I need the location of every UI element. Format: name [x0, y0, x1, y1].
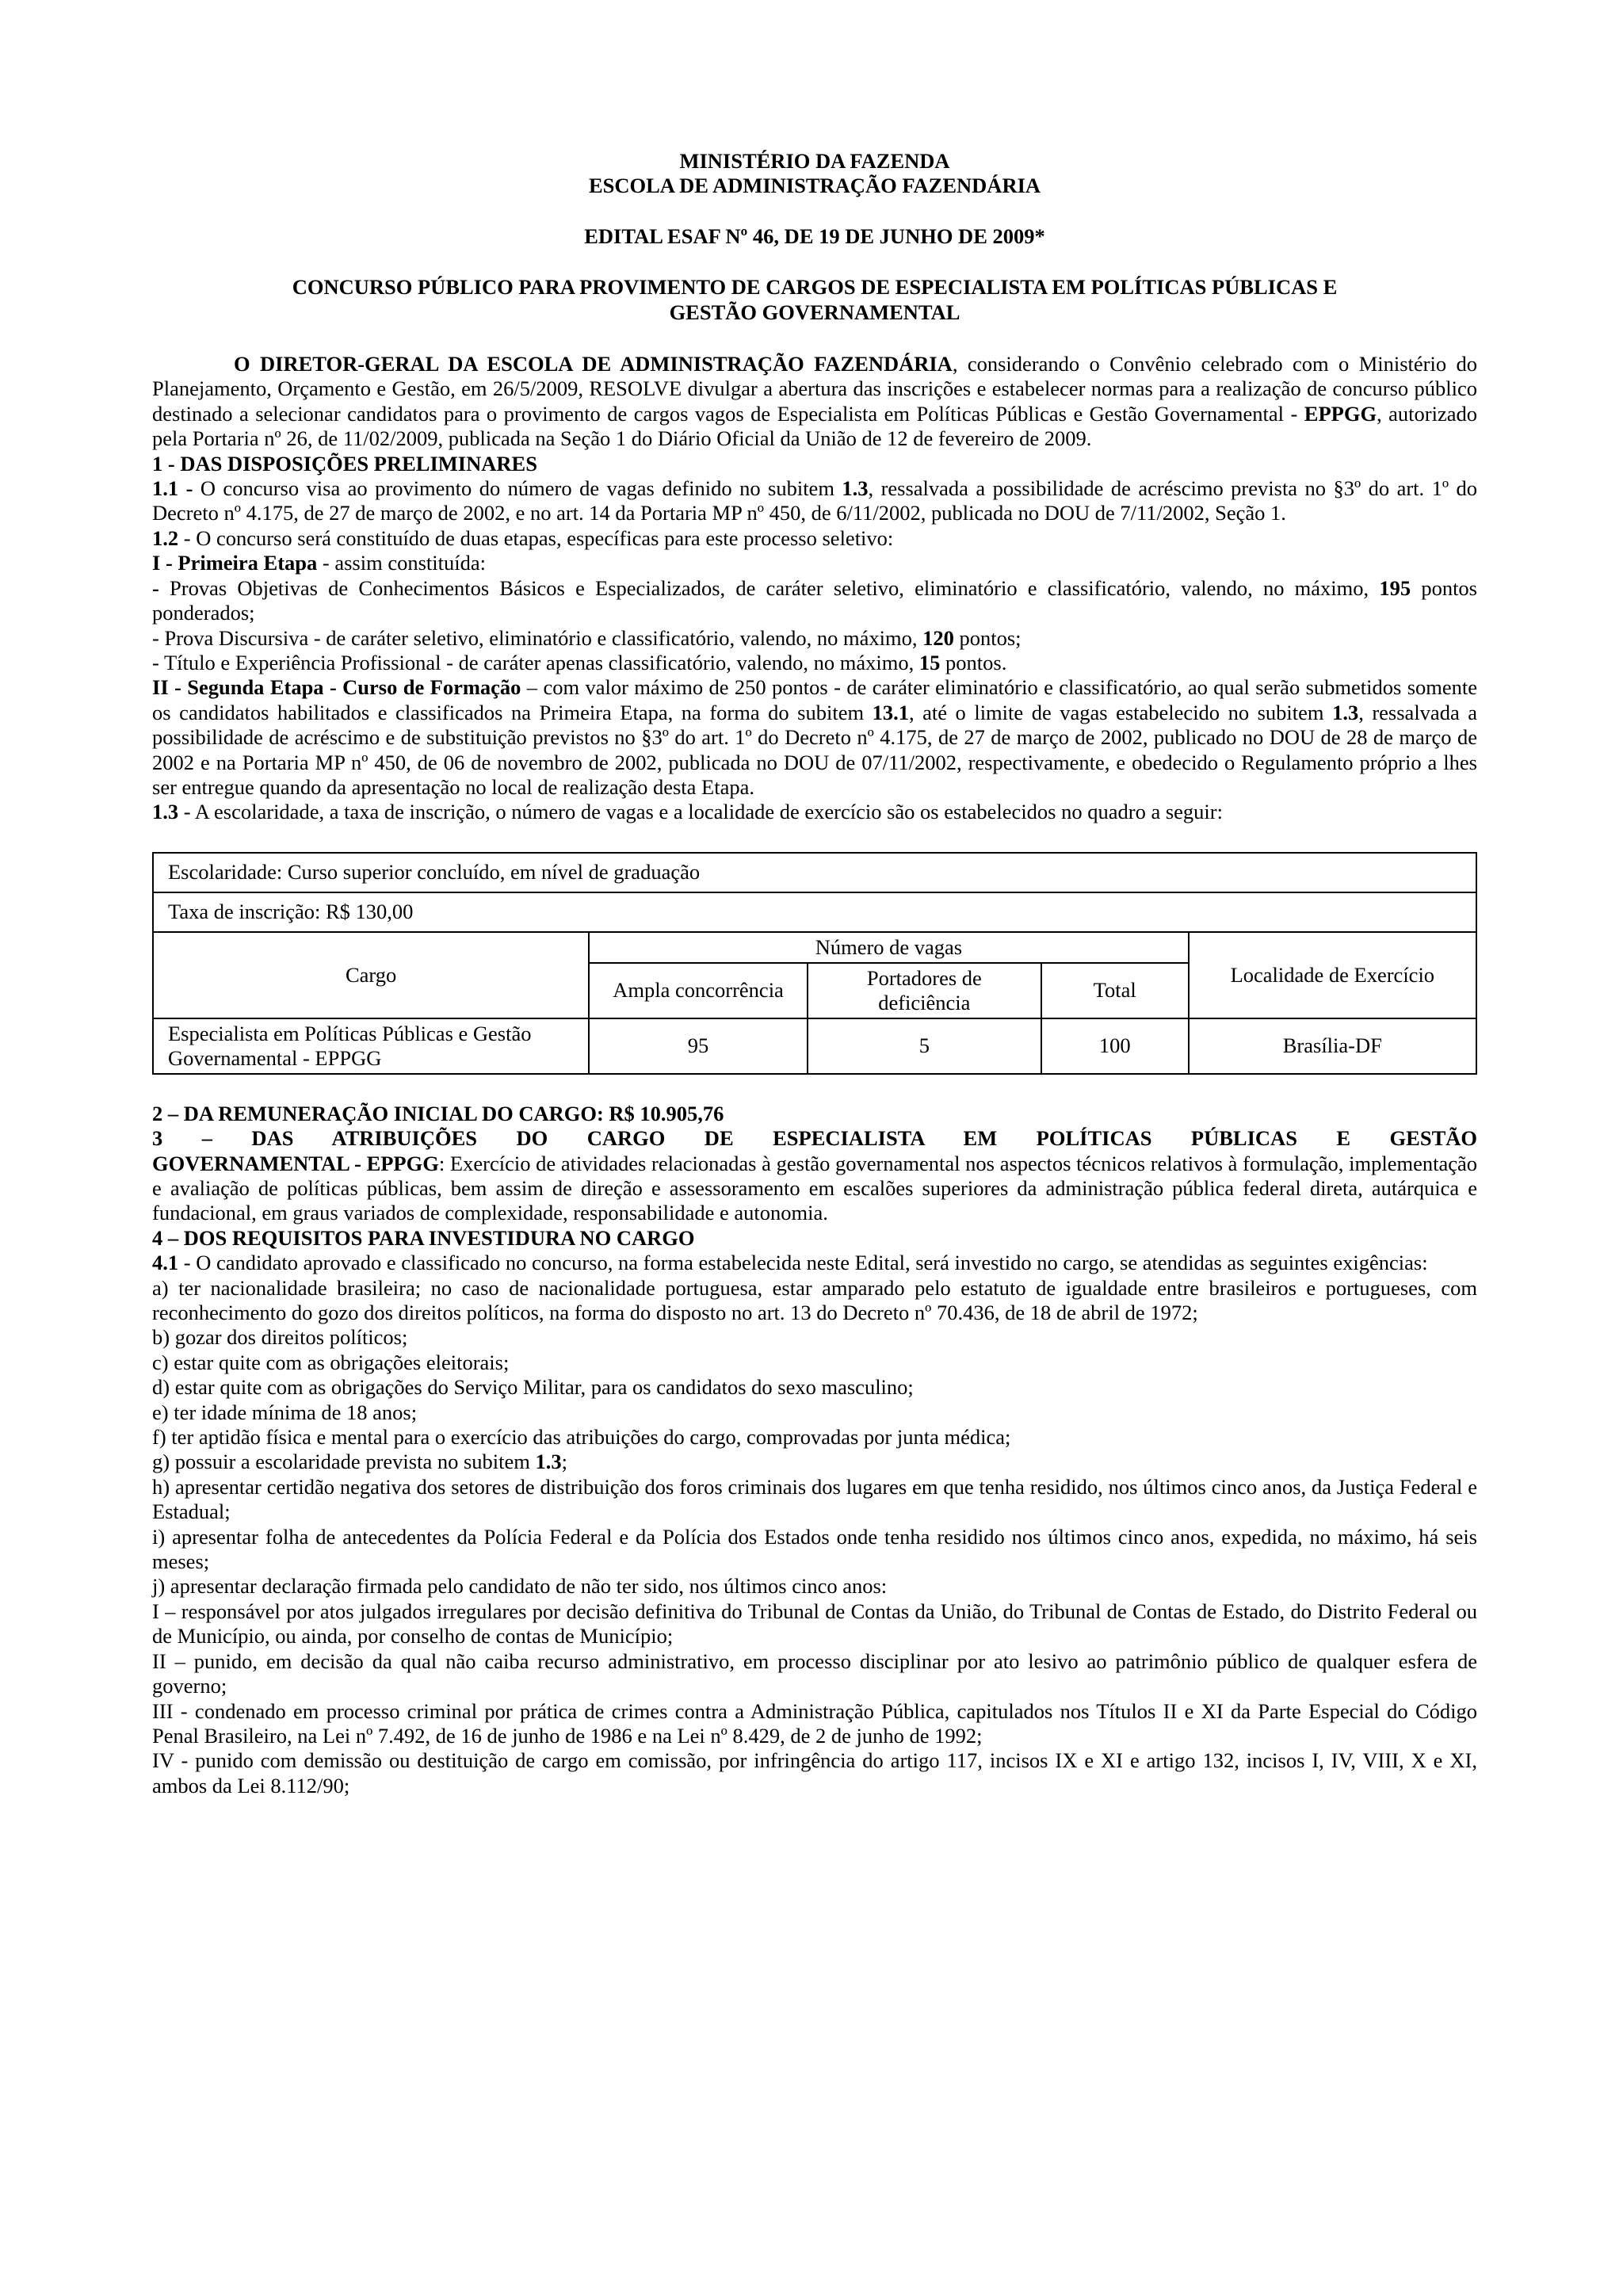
etapa1-title: I - Primeira Etapa [152, 551, 318, 575]
row-portadores-cell: 5 [808, 1018, 1041, 1074]
col-vagas-header: Número de vagas [589, 932, 1188, 963]
taxa-cell: Taxa de inscrição: R$ 130,00 [153, 892, 1476, 932]
vagas-table-wrapper [152, 852, 1477, 1075]
section4-title: 4 – DOS REQUISITOS PARA INVESTIDURA NO CARGO [152, 1225, 695, 1250]
col-portadores-header: Portadores de deficiência [808, 963, 1041, 1018]
intro-text1: , considerando o Convênio celebrado com o Ministério do Planejamento, Orçamento e Gestão, em 26/5/2009, RESOLVE divulgar a abertura das inscrições e estabelecer normas para a realização de concurso público destinado a selecionar candidatos para o provimento de cargos vagos de Especialista em Políticas Públicas e Gestão Governamental - [152, 352, 1477, 426]
etapa2-c: , ressalvada a possibilidade de acréscimo e de substituição previstos no §3º do art. 1º do Decreto nº 4.175, de 27 de março de 2002, publicado no DOU de 28 de março de 2002 e na Portaria MP nº 450, de 06 de novembro de 2002, publicada no DOU de 07/11/2002, respectivamente, e obedecido o Regulamento próprio a lhes ser entregue quando da apresentação no local de realização desta Etapa. [152, 700, 1477, 799]
row-ampla-cell: 95 [589, 1018, 808, 1074]
item3-pts: 15 [918, 650, 941, 674]
item3-b: pontos. [940, 650, 1007, 674]
requisito-d: d) estar quite com as obrigações do Serviço Militar, para os candidatos do sexo masculino; [152, 1375, 914, 1400]
intro-text2: , autorizado pela Portaria nº 26, de 11/02/2009, publicada na Seção 1 do Diário Oficial da União de 12 de fevereiro de 2009. [152, 401, 1477, 451]
item3-a: - Título e Experiência Profissional - de caráter apenas classificatório, valendo, no máximo, [152, 650, 919, 674]
table-row [153, 853, 1476, 892]
p41-num: 4.1 [152, 1251, 179, 1275]
requisito-g [152, 1450, 1477, 1474]
requisito-i: i) apresentar folha de antecedentes da Polícia Federal e da Polícia dos Estados onde tenha residido nos últimos cinco anos, expedida, no máximo, há seis meses; [152, 1524, 1477, 1574]
row-cargo-cell: Especialista em Políticas Públicas e Gestão Governamental - EPPGG [153, 1018, 589, 1074]
p11-ref: 1.3 [842, 476, 869, 501]
g-ref: 1.3 [535, 1450, 562, 1474]
etapa1-item2 [152, 626, 1477, 651]
paragraph-1-2 [152, 526, 1477, 551]
declaracao-iii: III - condenado em processo criminal por prática de crimes contra a Administração Pública, capitulados nos Títulos II e XI da Parte Especial do Código Penal Brasileiro, na Lei nº 7.492, de 16 de junho de 1986 e na Lei nº 8.429, de 2 de junho de 1992; [152, 1698, 1477, 1748]
intro-bold: O DIRETOR-GERAL DA ESCOLA DE ADMINISTRAÇÃO FAZENDÁRIA [234, 352, 953, 376]
p12-text: - O concurso será constituído de duas etapas, específicas para este processo seletivo: [178, 525, 894, 550]
row-localidade-cell: Brasília-DF [1189, 1018, 1476, 1074]
section2-title: 2 – DA REMUNERAÇÃO INICIAL DO CARGO: R$ 10.905,76 [152, 1101, 724, 1125]
section3 [152, 1126, 1477, 1226]
declaracao-ii: II – punido, em decisão da qual não caiba recurso administrativo, em processo disciplinar por ato lesivo ao patrimônio público de qualquer esfera de governo; [152, 1648, 1477, 1698]
item1-a: Provas Objetivas de Conhecimentos Básicos e Especializados, de caráter seletivo, eliminatório e classificatório, valendo, no máximo, [158, 575, 1380, 600]
section3-paragraph [152, 1152, 1477, 1226]
g-a: g) possuir a escolaridade prevista no subitem [152, 1450, 536, 1474]
requisito-h: h) apresentar certidão negativa dos setores de distribuição dos foros criminais dos lugares em que tenha residido, nos últimos cinco anos, da Justiça Federal e Estadual; [152, 1474, 1477, 1524]
paragraph-1-3 [152, 800, 1477, 824]
p12-num: 1.2 [152, 525, 179, 550]
paragraph-1-1 [152, 476, 1477, 526]
col-total-header: Total [1041, 963, 1189, 1018]
etapa2-ref1: 13.1 [872, 700, 909, 724]
escolaridade-cell: Escolaridade: Curso superior concluído, em nível de graduação [153, 853, 1476, 892]
item1-b: pontos ponderados; [152, 575, 1477, 625]
etapa1-item3 [152, 651, 1477, 675]
etapa2-a: – com valor máximo de 250 pontos - de caráter eliminatório e classificatório, ao qual serão submetidos somente os candidatos habilitados e classificados na Primeira Etapa, na forma do subitem [152, 675, 1478, 724]
col-ampla-header: Ampla concorrência [589, 963, 808, 1018]
etapa1-text: - assim constituída: [317, 551, 486, 575]
item1-pts: 195 [1379, 575, 1411, 600]
requisito-a: a) ter nacionalidade brasileira; no caso de nacionalidade portuguesa, estar amparado pelo estatuto de igualdade entre brasileiros e portugueses, com reconhecimento do gozo dos direitos políticos, na forma do disposto no art. 13 do Decreto nº 70.436, de 18 de abril de 1972; [152, 1275, 1477, 1324]
p13-text: - A escolaridade, a taxa de inscrição, o número de vagas e a localidade de exercício são os estabelecidos no quadro a seguir: [178, 800, 1223, 824]
ministry-heading: MINISTÉRIO DA FAZENDA [679, 149, 950, 173]
p13-num: 1.3 [152, 800, 179, 824]
school-heading: ESCOLA DE ADMINISTRAÇÃO FAZENDÁRIA [588, 174, 1041, 198]
requisito-b: b) gozar dos direitos políticos; [152, 1325, 408, 1350]
edital-heading: EDITAL ESAF Nº 46, DE 19 DE JUNHO DE 2009* [584, 223, 1045, 248]
etapa2-b: , até o limite de vagas estabelecido no subitem [908, 700, 1333, 724]
intro-bold2: EPPGG [1304, 401, 1377, 426]
concurso-heading [152, 275, 1477, 325]
declaracao-iv: IV - punido com demissão ou destituição de cargo em comissão, por infringência do artigo 117, incisos IX e XI e artigo 132, incisos I, IV, VIII, X e XI, ambos da Lei 8.112/90; [152, 1748, 1477, 1797]
etapa1 [152, 551, 1477, 575]
etapa2-ref2: 1.3 [1332, 700, 1359, 724]
col-localidade-header: Localidade de Exercício [1189, 932, 1476, 1018]
etapa2 [152, 675, 1477, 800]
concurso-heading-line2: GESTÃO GOVERNAMENTAL [669, 300, 960, 324]
etapa2-title: II - Segunda Etapa - Curso de Formação [152, 675, 521, 700]
requisito-c: c) estar quite com as obrigações eleitorais; [152, 1350, 510, 1374]
p41-text: - O candidato aprovado e classificado no concurso, na forma estabelecida neste Edital, será investido no cargo, se atendidas as seguintes exigências: [178, 1251, 1428, 1275]
intro-paragraph [152, 352, 1477, 452]
section1-title: 1 - DAS DISPOSIÇÕES PRELIMINARES [152, 451, 537, 476]
col-cargo-header: Cargo [153, 932, 589, 1018]
item2-a: - Prova Discursiva - de caráter seletivo, eliminatório e classificatório, valendo, no máximo, [152, 625, 923, 650]
etapa1-item1 [152, 576, 1477, 626]
item2-pts: 120 [922, 625, 954, 650]
requisito-j: j) apresentar declaração firmada pelo candidato de não ter sido, nos últimos cinco anos: [152, 1574, 888, 1599]
table-row [153, 932, 1476, 963]
p11-b: , ressalvada a possibilidade de acréscimo prevista no §3º do art. 1º do Decreto nº 4.175, de 27 de março de 2002, e no art. 14 da Portaria MP nº 450, de 6/11/2002, publicada no DOU de 7/11/2002, Seção 1. [152, 476, 1477, 525]
paragraph-4-1 [152, 1251, 1477, 1275]
g-b: ; [561, 1450, 567, 1474]
item2-b: pontos; [953, 625, 1022, 650]
concurso-heading-line1: CONCURSO PÚBLICO PARA PROVIMENTO DE CARGOS DE ESPECIALISTA EM POLÍTICAS PÚBLICAS E [292, 275, 1338, 300]
requisito-f: f) ter aptidão física e mental para o exercício das atribuições do cargo, comprovadas por junta médica; [152, 1425, 1011, 1450]
section3-title-line2: GOVERNAMENTAL - EPPGG [152, 1151, 439, 1175]
p11-num: 1.1 - [152, 476, 193, 501]
p11-a: O concurso visa ao provimento do número de vagas definido no subitem [193, 476, 842, 501]
row-total-cell: 100 [1041, 1018, 1189, 1074]
vagas-table [152, 852, 1477, 1075]
section3-title-line1: 3 – DAS ATRIBUIÇÕES DO CARGO DE ESPECIALISTA EM POLÍTICAS PÚBLICAS E GESTÃO [152, 1126, 1477, 1151]
table-row [153, 892, 1476, 932]
requisito-e: e) ter idade mínima de 18 anos; [152, 1400, 418, 1424]
table-row [153, 1018, 1476, 1074]
section3-text: : Exercício de atividades relacionadas à gestão governamental nos aspectos técnicos relativos à formulação, implementação e avaliação de políticas públicas, bem assim de direção e assessoramento em escalões superiores da administração pública federal direta, autárquica e fundacional, em graus variados de complexidade, responsabilidade e autonomia. [152, 1151, 1478, 1225]
declaracao-i: I – responsável por atos julgados irregulares por decisão definitiva do Tribunal de Contas da União, do Tribunal de Contas de Estado, do Distrito Federal ou de Município, ou ainda, por conselho de contas de Município; [152, 1599, 1477, 1648]
item1-dash: - [152, 575, 159, 600]
